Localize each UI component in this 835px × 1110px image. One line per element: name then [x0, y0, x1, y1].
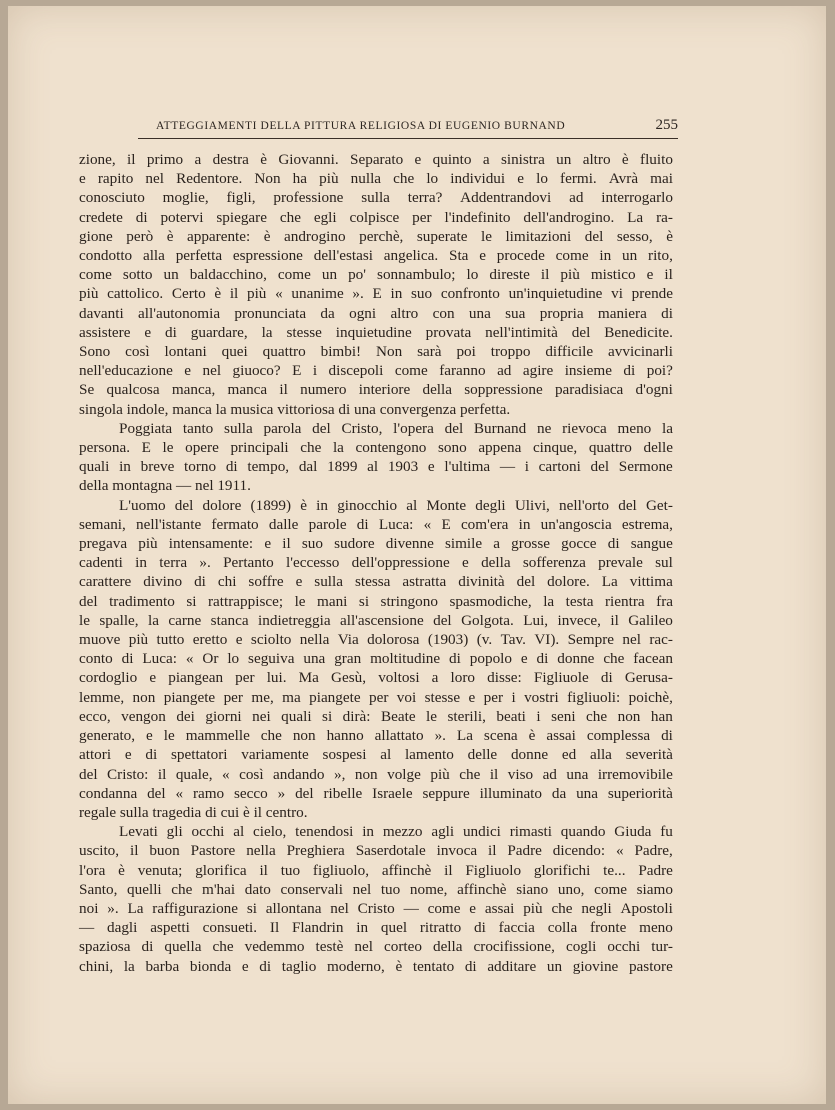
text-line: carattere divino di chi soffre e sulla stessa astratta divinità del dolore. La vittima: [79, 573, 673, 591]
text-line: le spalle, la carne stanca indietreggia all'ascensione del Golgota. Lui, invece, il Galileo: [79, 611, 673, 629]
text-line: zione, il primo a destra è Giovanni. Separato e quinto a sinistra un altro è fluito: [79, 151, 673, 168]
text-line: condanna del « ramo secco » del ribelle Israele seppure illuminato da una superiorità: [79, 784, 673, 802]
text-line: cadenti in terra ». Pertanto l'eccesso dell'oppressione e della sofferenza prevale sul: [79, 554, 673, 572]
text-line: e rapito nel Redentore. Non ha più nulla che lo individui e lo fermi. Avrà mai: [79, 170, 673, 188]
text-line: del tradimento si rattrappisce; le mani si stringono spasmodiche, la testa rientra fra: [79, 592, 673, 610]
text-line: L'uomo del dolore (1899) è in ginocchio al Monte degli Ulivi, nell'orto del Get-: [119, 496, 673, 514]
text-line: conosciuto moglie, figli, professione sulla terra? Addentrandovi ad interrogarlo: [79, 189, 673, 207]
text-line: gione però è apparente: è androgino perchè, superate le limitazioni del sesso, è: [79, 227, 673, 245]
text-line: come sotto un baldacchino, come un po' sonnambulo; lo direste il più mistico e il: [79, 266, 673, 284]
text-line: uscito, il buon Pastore nella Preghiera Saserdotale invoca il Padre dicendo: « Padre,: [79, 842, 673, 860]
text-line: lemme, non piangete per me, ma piangete per voi stesse e per i vostri figliuoli: poichè,: [79, 688, 673, 706]
text-line: Santo, quelli che m'hai dato conservali nel tuo nome, affinchè siano uno, come siamo: [79, 880, 673, 898]
text-line: più cattolico. Certo è il più « unanime ». E in suo confronto un'inquietudine vi prende: [79, 285, 673, 303]
text-line: noi ». La raffigurazione si allontana nel Cristo — come e assai più che negli Apostoli: [79, 899, 673, 917]
text-line: credete di potervi spiegare che egli colpisce per l'indefinito dell'androgino. La ra-: [79, 208, 673, 226]
text-line: condotto alla perfetta espressione dell'estasi angelica. Sta e procede come in un rito,: [79, 247, 673, 265]
text-line: persona. E le opere principali che la contengono sono appena cinque, quattro delle: [79, 439, 673, 457]
text-line: assistere e di guardare, la stesse inquietudine provata nell'intimità del Benedicite.: [79, 323, 673, 341]
text-line: conto di Luca: « Or lo seguiva una gran moltitudine di popolo e di donne che facean: [79, 650, 673, 668]
text-line: spaziosa di quella che vedemmo testè nel corteo della crocifissione, cogli occhi tur-: [79, 938, 673, 956]
text-line: l'ora è venuta; glorifica il tuo figliuolo, affinchè il Figliuolo glorifichi te... Padre: [79, 861, 673, 879]
text-line: chini, la barba bionda e di taglio moderno, è tentato di additare un giovine pastore: [79, 957, 673, 975]
page-number: 255: [655, 117, 678, 133]
text-line: singola indole, manca la musica vittoriosa di una convergenza perfetta.: [79, 400, 511, 418]
text-line: attori e di spettatori variamente sospesi al lamento delle donne ed alla severità: [79, 746, 673, 764]
text-line: Se qualcosa manca, manca il numero interiore della soppressione paradisiaca d'ogni: [79, 381, 673, 399]
text-line: muove più tutto eretto e sciolto nella Via dolorosa (1903) (v. Tav. VI). Sempre nel rac-: [79, 631, 673, 649]
text-line: generato, e le mammelle che non hanno allattato ». La scena è assai complessa di: [79, 727, 673, 745]
text-line: regale sulla tragedia di cui è il centro.: [79, 803, 308, 821]
text-line: Sono così lontani quei quattro bimbi! Non sarà poi troppo difficile avvicinarli: [79, 343, 673, 361]
text-line: davanti all'autonomia pronunciata da ogni altro con una sua propria maniera di: [79, 304, 673, 322]
text-line: pregava più intensamente: e il suo sudore divenne simile a grosse gocce di sangue: [79, 535, 673, 553]
text-line: del Cristo: il quale, « così andando », non volge più che il viso ad una irremovibile: [79, 765, 673, 783]
text-line: semani, nell'istante fermato dalle parole di Luca: « E com'era in un'angoscia estrema,: [79, 515, 673, 533]
text-line: cordoglio e piangean per lui. Ma Gesù, voltosi a loro disse: Figliuole di Gerusa-: [79, 669, 673, 687]
text-line: della montagna — nel 1911.: [79, 477, 251, 495]
running-header: [138, 116, 678, 139]
body-text: [79, 150, 673, 976]
text-line: ecco, vengon dei giorni nei quali si dirà: Beate le sterili, beati i seni che non han: [79, 707, 673, 725]
text-line: quali in breve torno di tempo, dal 1899 al 1903 e l'ultima — i cartoni del Sermone: [79, 458, 673, 476]
text-line: Levati gli occhi al cielo, tenendosi in mezzo agli undici rimasti quando Giuda fu: [119, 823, 673, 841]
text-line: Poggiata tanto sulla parola del Cristo, l'opera del Burnand ne rievoca meno la: [119, 419, 673, 437]
running-title: ATTEGGIAMENTI DELLA PITTURA RELIGIOSA DI EUGENIO BURNAND: [156, 120, 566, 132]
text-line: — dagli aspetti consueti. Il Flandrin in quel ritratto di faccia colla fronte meno: [79, 919, 673, 937]
text-line: nell'educazione e nel giuoco? E i discepoli come faranno ad agire insieme di poi?: [79, 362, 673, 380]
